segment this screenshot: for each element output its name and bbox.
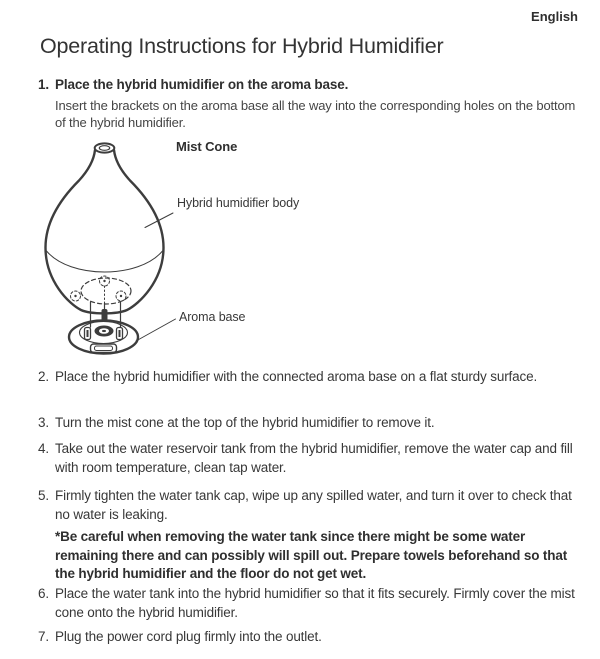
step-text: Take out the water reservoir tank from the hybrid humidifier, remove the water cap and fill with room temperature, clean tap water. xyxy=(55,441,573,475)
base-ring-center xyxy=(102,330,106,332)
hole-mark xyxy=(103,280,105,282)
step-number: 4. xyxy=(38,441,49,456)
aroma-base-label: Aroma base xyxy=(179,310,246,324)
humidifier-illustration xyxy=(0,136,360,372)
step-item-2 xyxy=(38,368,579,387)
step-item-4 xyxy=(38,440,579,477)
bracket-center xyxy=(102,309,108,321)
base-leader-line xyxy=(136,319,176,341)
step-item-5 xyxy=(38,487,579,524)
language-label: English xyxy=(531,9,578,24)
step-number: 1. xyxy=(38,77,49,92)
bracket-left-slot xyxy=(87,330,89,337)
mist-cone-label: Mist Cone xyxy=(176,139,238,154)
mist-opening-inner xyxy=(99,146,109,151)
step-number: 7. xyxy=(38,629,49,644)
step-text: Place the water tank into the hybrid humidifier so that it fits securely. Firmly cover the mist cone onto the hybrid humidifier. xyxy=(55,586,575,620)
step-number: 6. xyxy=(38,586,49,601)
step-text: Firmly tighten the water tank cap, wipe up any spilled water, and turn it over to check that no water is leaking. xyxy=(55,488,572,522)
step-5-warning-note: *Be careful when removing the water tank since there might be some water remaining there and can possibly will spill out. Prepare towels beforehand so that the hybrid humidifier and the floor do not get wet. xyxy=(55,529,568,581)
step-item-3 xyxy=(38,414,579,433)
step-item-6 xyxy=(38,585,579,622)
bracket-right-slot xyxy=(119,330,121,337)
step-text: Place the hybrid humidifier with the connected aroma base on a flat sturdy surface. xyxy=(55,369,538,384)
step-number: 5. xyxy=(38,488,49,503)
tank-seam-line xyxy=(47,251,163,272)
step-text: Turn the mist cone at the top of the hybrid humidifier to remove it. xyxy=(55,415,435,430)
step-text: Place the hybrid humidifier on the aroma base. xyxy=(55,77,349,92)
step-1-detail: Insert the brackets on the aroma base all the way into the corresponding holes on the bottom of the hybrid humidifier. xyxy=(55,98,576,130)
aroma-base-outer xyxy=(69,321,138,354)
step-number: 3. xyxy=(38,415,49,430)
hole-mark xyxy=(74,295,76,297)
step-number: 2. xyxy=(38,369,49,384)
base-front-slot-inner xyxy=(95,346,113,351)
mist-opening-outer xyxy=(95,143,115,152)
humidifier-body-label: Hybrid humidifier body xyxy=(177,196,300,210)
hole-mark xyxy=(120,295,122,297)
step-item-7 xyxy=(38,628,579,647)
step-item-1 xyxy=(38,76,579,95)
vase-outline xyxy=(46,150,164,313)
step-text: Plug the power cord plug firmly into the outlet. xyxy=(55,629,322,644)
page-title: Operating Instructions for Hybrid Humidifier xyxy=(40,34,444,58)
